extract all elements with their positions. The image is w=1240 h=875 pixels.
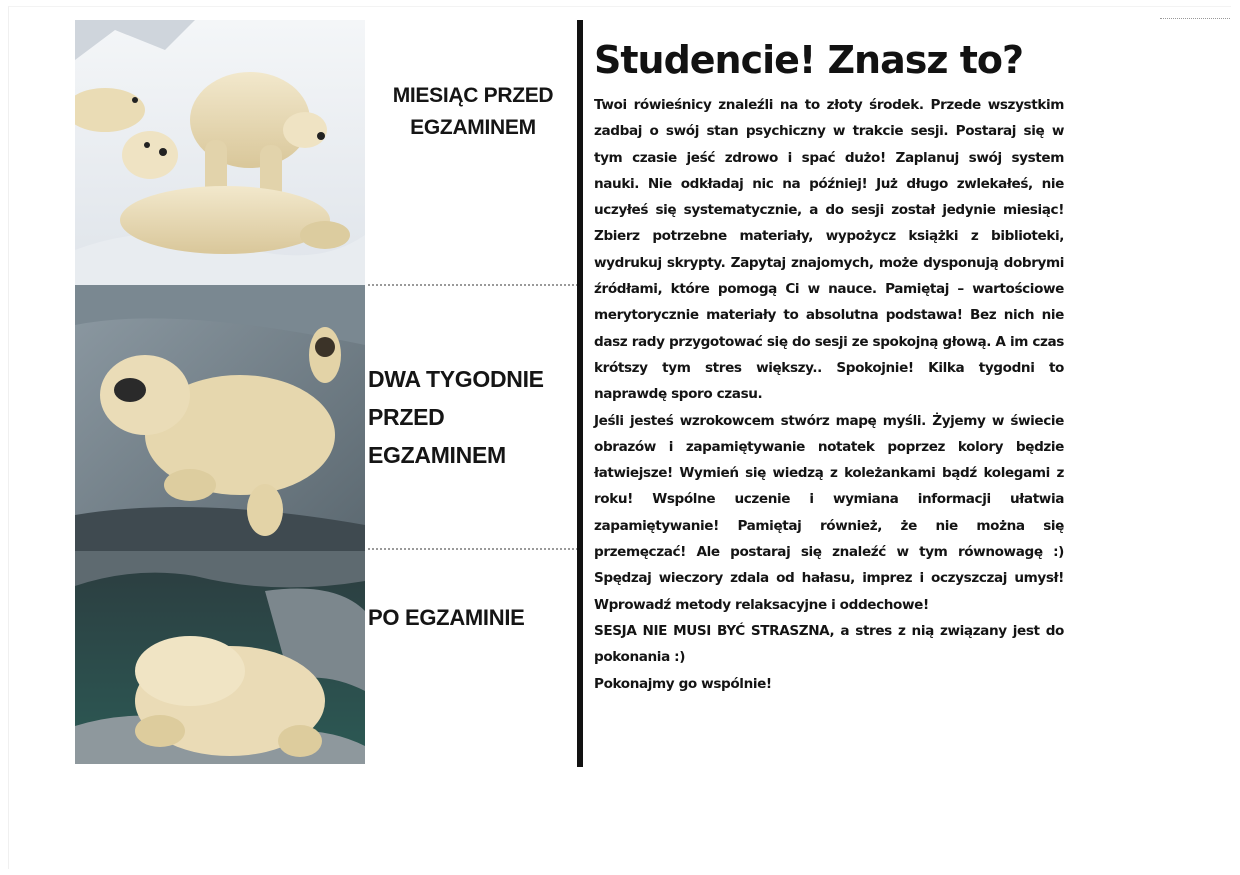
- bear-by-water-illustration: [75, 551, 365, 764]
- article-title: Studencie! Znasz to?: [594, 38, 1024, 82]
- vertical-divider: [577, 20, 583, 767]
- article: [594, 36, 1064, 766]
- bears-on-snow-illustration: [75, 20, 365, 285]
- article-paragraph: Jeśli jesteś wzrokowcem stwórz mapę myśli. Żyjemy w świecie obrazów i zapamiętywanie notatek poprzez kolory będzie łatwiejsze! Wymień się wiedzą z koleżankami bądź kolegami z roku! Wspólne uczenie i wymiana informacji ułatwia zapamiętywanie! Pamiętaj również, że nie można się przemęczać! Ale postaraj się znaleźć w tym równowagę :) Spędzaj wieczory zdala od hałasu, imprez i oczyszczaj umysł! Wprowadź metody relaksacyjne i oddechowe!: [594, 412, 1064, 613]
- stage-label-two-weeks-before: DWA TYGODNIE PRZED EGZAMINEM: [368, 366, 544, 468]
- article-paragraph: SESJA NIE MUSI BYĆ STRASZNA, a stres z nią związany jest do pokonania :): [594, 622, 1064, 666]
- photo-bear-rolling-on-rock: [75, 285, 365, 551]
- photo-bear-collapsed-by-water: [75, 551, 365, 764]
- article-paragraph: Twoi rówieśnicy znaleźli na to złoty środek. Przede wszystkim zadbaj o swój stan psychiczny w trakcie sesji. Postaraj się w tym czasie jeść zdrowo i spać dużo! Zaplanuj swój system nauki. Nie odkładaj nic na później! Już długo zwlekałeś, nie uczyłeś się systematycznie, a do sesji został jedynie miesiąc! Zbierz potrzebne materiały, wypożycz książki z biblioteki, wydrukuj skrypty. Zapytaj znajomych, może dysponują dobrymi źródłami, które pomogą Ci w nauce. Pamiętaj – wartościowe merytorycznie materiały to absolutna podstawa! Bez nich nie dasz rady przygotować się do sesji ze spokojną głową. A im czas krótszy tym stres większy.. Spokojnie! Kilka tygodni to naprawdę sporo czasu.: [594, 97, 1064, 403]
- photo-bears-relaxing-on-snow: [75, 20, 365, 285]
- photo-strip: [75, 20, 365, 764]
- article-body: [594, 92, 1064, 697]
- stage-label-month-before: MIESIĄC PRZED EGZAMINEM: [392, 84, 554, 139]
- stage-labels-column: [368, 20, 578, 764]
- scan-artifact-mark: [1160, 18, 1230, 21]
- stage-label-after-exam: PO EGZAMINIE: [368, 605, 525, 630]
- article-paragraph: Pokonajmy go wspólnie!: [594, 675, 772, 692]
- bear-on-rock-illustration: [75, 285, 365, 551]
- dotted-separator: [368, 284, 578, 286]
- dotted-separator: [368, 548, 578, 550]
